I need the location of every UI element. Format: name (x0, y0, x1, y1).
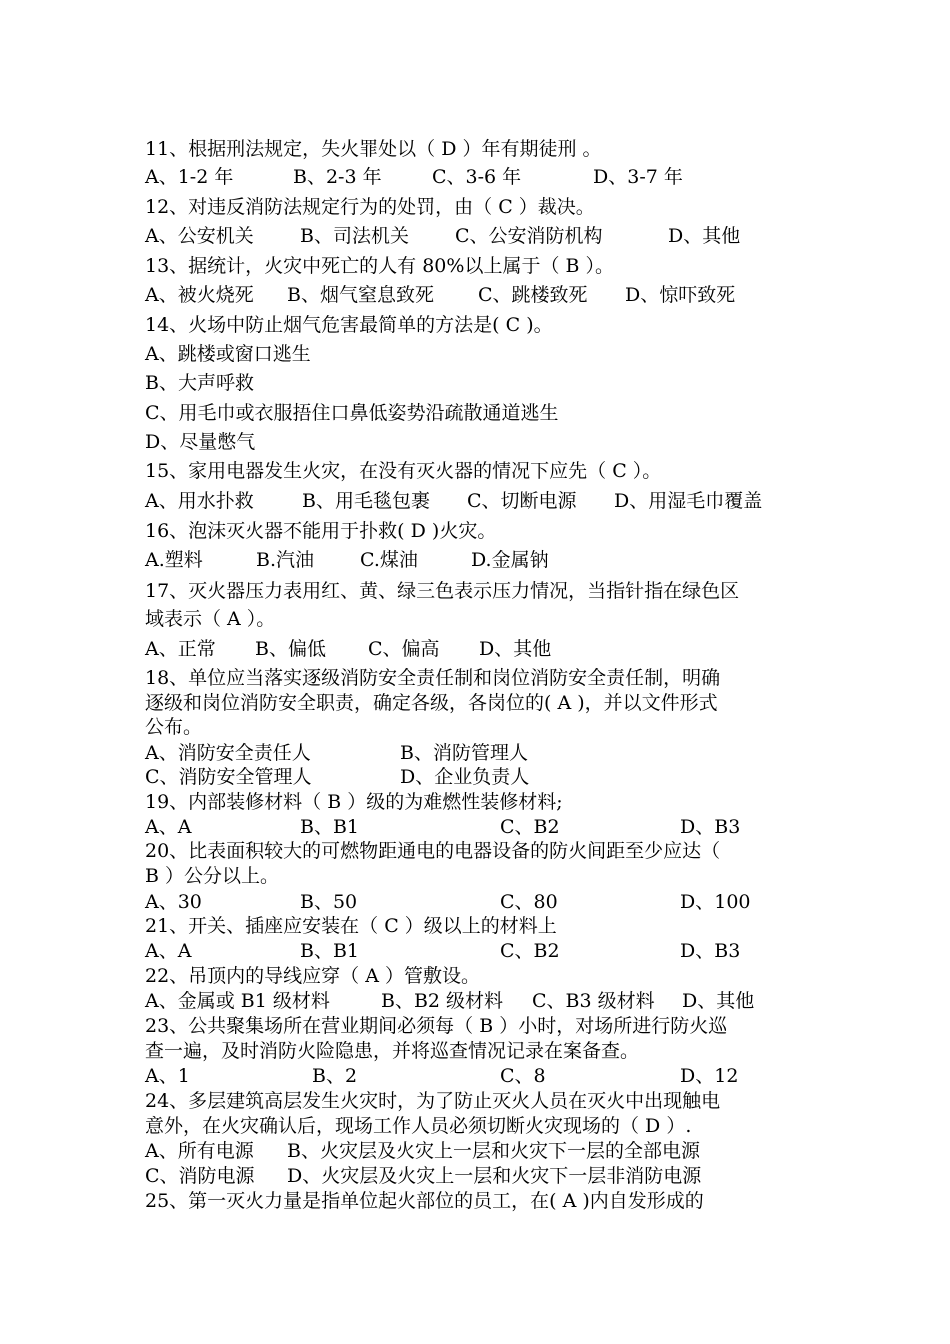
option-text: A、30 (145, 891, 202, 913)
option-text: D、火灾层及火灾上一层和火灾下一层非消防电源 (287, 1165, 702, 1187)
option-text: B、烟气窒息致死 (287, 284, 434, 306)
text-line: C、用毛巾或衣服捂住口鼻低姿势沿疏散通道逃生 (145, 402, 559, 424)
option-text: C、B3 级材料 (532, 990, 655, 1012)
text-line: 公布。 (145, 716, 203, 738)
option-row (145, 740, 850, 766)
text-line: 17、灭火器压力表用红、黄、绿三色表示压力情况，当指针指在绿色区 (145, 580, 740, 602)
text-line: 25、第一灭火力量是指单位起火部位的员工，在( A )内自发形成的 (145, 1190, 704, 1212)
option-text: A、1 (145, 1065, 190, 1087)
option-text: A、被火烧死 (145, 284, 254, 306)
option-text: C、切断电源 (467, 490, 577, 512)
text-line: D、尽量憋气 (145, 431, 256, 453)
option-text: A、A (145, 816, 192, 838)
option-text: B、B2 级材料 (381, 990, 504, 1012)
option-text: C、消防安全管理人 (145, 766, 312, 788)
option-row (145, 1138, 850, 1164)
text-line: 11、根据刑法规定，失火罪处以（ D ）年有期徒刑 。 (145, 138, 602, 160)
option-text: A、消防安全责任人 (145, 742, 311, 764)
option-text: A.塑料 (145, 549, 203, 571)
option-text: B、消防管理人 (400, 742, 528, 764)
option-text: A、1-2 年 (145, 166, 234, 188)
text-line: 21、开关、插座应安装在（ C ）级以上的材料上 (145, 915, 557, 937)
option-row (145, 1163, 850, 1189)
option-text: B、偏低 (255, 638, 326, 660)
option-text: D.金属钠 (471, 549, 549, 571)
option-row (145, 988, 850, 1014)
option-text: B.汽油 (256, 549, 315, 571)
option-text: D、企业负责人 (400, 766, 530, 788)
text-line: 13、据统计，火灾中死亡的人有 80%以上属于（ B ）。 (145, 255, 614, 277)
option-text: C、公安消防机构 (455, 225, 603, 247)
option-row (145, 889, 850, 915)
option-text: A、用水扑救 (145, 490, 254, 512)
text-line: B、大声呼救 (145, 372, 254, 394)
option-text: D、用湿毛巾覆盖 (614, 490, 763, 512)
option-text: A、金属或 B1 级材料 (145, 990, 330, 1012)
option-text: C、3-6 年 (432, 166, 522, 188)
text-line: A、跳楼或窗口逃生 (145, 343, 311, 365)
option-text: B、B1 (300, 940, 360, 962)
option-text: C、跳楼致死 (478, 284, 588, 306)
option-row (145, 636, 850, 662)
option-text: B、用毛毯包裹 (302, 490, 430, 512)
option-text: A、正常 (145, 638, 216, 660)
option-text: D、B3 (680, 940, 741, 962)
option-text: D、惊吓致死 (625, 284, 736, 306)
text-line: 查一遍，及时消防火险隐患，并将巡查情况记录在案备查。 (145, 1040, 640, 1062)
option-text: B、2-3 年 (293, 166, 382, 188)
option-text: A、A (145, 940, 192, 962)
option-row (145, 1063, 850, 1089)
option-row (145, 488, 850, 514)
option-row (145, 547, 850, 573)
text-line: B ）公分以上。 (145, 865, 280, 887)
option-text: B、火灾层及火灾上一层和火灾下一层的全部电源 (287, 1140, 700, 1162)
text-line: 15、家用电器发生火灾，在没有灭火器的情况下应先（ C ）。 (145, 460, 662, 482)
text-line: 18、单位应当落实逐级消防安全责任制和岗位消防安全责任制，明确 (145, 667, 721, 689)
option-text: B、司法机关 (300, 225, 409, 247)
option-text: D、3-7 年 (593, 166, 683, 188)
option-row (145, 814, 850, 840)
option-text: C、80 (500, 891, 558, 913)
option-text: C、B2 (500, 940, 560, 962)
text-line: 23、公共聚集场所在营业期间必须每（ B ）小时，对场所进行防火巡 (145, 1015, 728, 1037)
option-text: B、2 (312, 1065, 358, 1087)
option-text: D、其他 (682, 990, 755, 1012)
option-text: C、8 (500, 1065, 546, 1087)
option-text: C.煤油 (360, 549, 418, 571)
option-text: C、偏高 (368, 638, 440, 660)
text-line: 22、吊顶内的导线应穿（ A ）管敷设。 (145, 965, 480, 987)
text-line: 20、比表面积较大的可燃物距通电的电器设备的防火间距至少应达（ (145, 840, 721, 862)
option-text: D、其他 (479, 638, 552, 660)
option-row (145, 223, 850, 249)
text-line: 19、内部装修材料（ B ）级的为难燃性装修材料; (145, 791, 563, 813)
option-text: D、100 (680, 891, 751, 913)
option-text: A、所有电源 (145, 1140, 254, 1162)
option-text: B、B1 (300, 816, 360, 838)
text-line: 24、多层建筑高层发生火灾时，为了防止灭火人员在灭火中出现触电 (145, 1090, 721, 1112)
text-line: 域表示（ A ）。 (145, 608, 276, 630)
option-row (145, 164, 850, 190)
text-line: 12、对违反消防法规定行为的处罚，由（ C ）裁决。 (145, 196, 595, 218)
text-line: 意外，在火灾确认后，现场工作人员必须切断火灾现场的（ D ）. (145, 1115, 692, 1137)
option-row (145, 764, 850, 790)
text-line: 16、泡沫灭火器不能用于扑救( D )火灾。 (145, 520, 497, 542)
option-row (145, 938, 850, 964)
text-line: 14、火场中防止烟气危害最简单的方法是( C )。 (145, 314, 553, 336)
option-text: A、公安机关 (145, 225, 254, 247)
option-text: C、B2 (500, 816, 560, 838)
option-text: B、50 (300, 891, 358, 913)
option-text: D、12 (680, 1065, 739, 1087)
option-text: D、其他 (668, 225, 741, 247)
option-text: D、B3 (680, 816, 741, 838)
option-row (145, 282, 850, 308)
option-text: C、消防电源 (145, 1165, 255, 1187)
text-line: 逐级和岗位消防安全职责，确定各级，各岗位的( A )，并以文件形式 (145, 692, 718, 714)
